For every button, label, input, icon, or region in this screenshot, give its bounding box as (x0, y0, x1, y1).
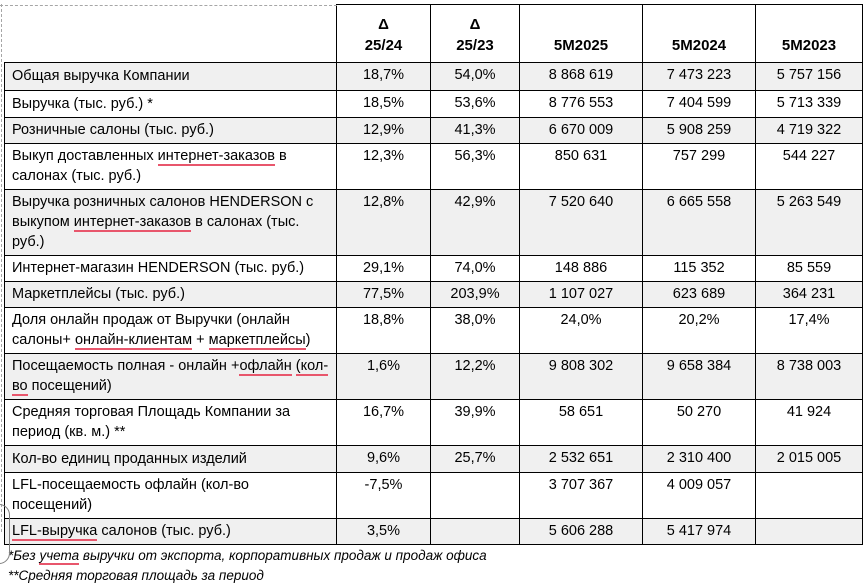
financial-metrics-table (4, 4, 863, 545)
table-row (5, 354, 863, 400)
footnote-average-retail-space (8, 567, 865, 585)
table-row (5, 519, 863, 545)
cell-value[interactable]: 5 417 974 (643, 519, 756, 545)
cell-value[interactable] (431, 473, 520, 519)
table-row (5, 282, 863, 308)
cell-value[interactable]: 8 868 619 (520, 63, 643, 91)
cell-value[interactable]: 25,7% (431, 446, 520, 473)
misspelling-underline: интернет-заказов (73, 214, 192, 230)
misspelling-underline: интернет-заказов (157, 148, 275, 164)
text-part: в салонах (тыс. руб.) (12, 214, 300, 250)
row-label[interactable] (5, 282, 337, 308)
cell-value[interactable]: 2 532 651 (520, 446, 643, 473)
row-label[interactable] (5, 354, 337, 400)
cell-value[interactable]: 9,6% (337, 446, 431, 473)
header-line1: Δ (378, 15, 389, 33)
table-row (5, 400, 863, 446)
cell-value[interactable]: 3,5% (337, 519, 431, 545)
cell-value[interactable]: 1 107 027 (520, 282, 643, 308)
text-part: Выкуп доставленных (12, 148, 158, 164)
row-label[interactable] (5, 190, 337, 256)
row-label[interactable] (5, 256, 337, 282)
header-line1: Δ (469, 15, 481, 33)
page-break-dashed-line-left (1, 4, 2, 532)
table-row (5, 63, 863, 91)
col-header-delta-25-23[interactable] (431, 5, 520, 63)
cropped-oval-shape (0, 504, 10, 564)
cell-value[interactable]: 9 808 302 (520, 354, 643, 400)
cell-value[interactable]: 3 707 367 (520, 473, 643, 519)
cell-value[interactable]: 5 263 549 (756, 190, 863, 256)
cell-value[interactable]: 12,3% (337, 144, 431, 190)
footnotes (8, 547, 865, 585)
cell-value[interactable]: 5 713 339 (756, 91, 863, 118)
text-part: ) (305, 332, 311, 348)
text-part: Выручка розничных салонов HENDERSON с выкупом (12, 194, 314, 230)
cell-value[interactable]: -7,5% (337, 473, 431, 519)
cell-value[interactable]: 757 299 (643, 144, 756, 190)
cell-value[interactable]: 9 658 384 (643, 354, 756, 400)
row-label[interactable] (5, 144, 337, 190)
cell-value[interactable]: 58 651 (520, 400, 643, 446)
row-label[interactable] (5, 473, 337, 519)
text-part: Интернет-магазин HENDERSON (тыс. руб.) (12, 260, 305, 276)
text-part: посещений) (27, 378, 112, 394)
cell-value[interactable]: 364 231 (756, 282, 863, 308)
table-row (5, 144, 863, 190)
row-label[interactable] (5, 118, 337, 144)
cell-value[interactable]: 56,3% (431, 144, 520, 190)
cell-value[interactable] (756, 473, 863, 519)
row-label[interactable] (5, 446, 337, 473)
page-break-dashed-line-top (0, 5, 337, 6)
cell-value[interactable]: 20,2% (643, 308, 756, 354)
cell-value[interactable]: 41 924 (756, 400, 863, 446)
corner-empty-cell (5, 5, 337, 63)
row-label[interactable] (5, 400, 337, 446)
cell-value[interactable]: 8 776 553 (520, 91, 643, 118)
row-label[interactable] (5, 63, 337, 91)
row-label[interactable] (5, 519, 337, 545)
text-part: салонов (тыс. руб.) (97, 523, 231, 539)
cell-value[interactable]: 77,5% (337, 282, 431, 308)
cell-value[interactable]: 12,9% (337, 118, 431, 144)
table-row (5, 256, 863, 282)
cell-value[interactable]: 7 473 223 (643, 63, 756, 91)
cell-value[interactable]: 5 757 156 (756, 63, 863, 91)
cell-value[interactable]: 2 015 005 (756, 446, 863, 473)
header-line2: 5M2024 (671, 37, 727, 55)
cell-value[interactable]: 544 227 (756, 144, 863, 190)
col-header-delta-25-24[interactable] (337, 5, 431, 63)
row-label[interactable] (5, 91, 337, 118)
misspelling-underline: онлайн-клиентам (74, 332, 193, 348)
text-part: в салонах (тыс. руб.) (12, 148, 287, 184)
text-part: Средняя торговая Площадь Компании за период (кв. м.) ** (12, 404, 291, 440)
cell-value[interactable]: 12,8% (337, 190, 431, 256)
cell-value[interactable]: 53,6% (431, 91, 520, 118)
cell-value[interactable]: 39,9% (431, 400, 520, 446)
cell-value[interactable]: 4 009 057 (643, 473, 756, 519)
cell-value[interactable]: 38,0% (431, 308, 520, 354)
text-part: Маркетплейсы (тыс. руб.) (12, 286, 185, 302)
table-row (5, 446, 863, 473)
cell-value[interactable]: 7 404 599 (643, 91, 756, 118)
cell-value[interactable]: 41,3% (431, 118, 520, 144)
cell-value[interactable]: 18,7% (337, 63, 431, 91)
cell-value[interactable]: 6 665 558 (643, 190, 756, 256)
cell-value[interactable]: 115 352 (643, 256, 756, 282)
cell-value[interactable]: 8 738 003 (756, 354, 863, 400)
cell-value[interactable]: 17,4% (756, 308, 863, 354)
col-header-5m2024[interactable] (643, 5, 756, 63)
cell-value[interactable]: 203,9% (431, 282, 520, 308)
text-part: + (192, 332, 209, 348)
header-line2: 25/24 (364, 37, 403, 55)
cell-value[interactable]: 16,7% (337, 400, 431, 446)
cell-value[interactable]: 18,5% (337, 91, 431, 118)
text-part: Доля онлайн продаж от Выручки (онлайн салоны+ (12, 312, 290, 348)
text-part: Общая выручка Компании (12, 68, 190, 84)
text-part: выручки от экспорта, корпоративных продаж и продаж офиса (79, 548, 487, 563)
text-part: Розничные салоны (тыс. руб.) (12, 122, 214, 138)
table-row (5, 473, 863, 519)
cell-value[interactable]: 6 670 009 (520, 118, 643, 144)
cell-value[interactable] (431, 519, 520, 545)
cell-value[interactable]: 12,2% (431, 354, 520, 400)
cell-value[interactable]: 54,0% (431, 63, 520, 91)
text-part: LFL-посещаемость офлайн (кол-во посещений) (12, 477, 249, 513)
header-line2: 5M2025 (553, 37, 609, 55)
header-line2: 5M2023 (781, 37, 837, 55)
table-row (5, 190, 863, 256)
cell-value[interactable]: 50 270 (643, 400, 756, 446)
cell-value[interactable]: 148 886 (520, 256, 643, 282)
table-row (5, 91, 863, 118)
cell-value[interactable]: 7 520 640 (520, 190, 643, 256)
misspelling-underline: учета (39, 548, 80, 563)
cell-value[interactable]: 4 719 322 (756, 118, 863, 144)
cell-value[interactable]: 2 310 400 (643, 446, 756, 473)
footnote-revenue-exclusions (8, 547, 865, 565)
cell-value[interactable]: 1,6% (337, 354, 431, 400)
header-row (5, 5, 863, 63)
cell-value[interactable]: 850 631 (520, 144, 643, 190)
cell-value[interactable]: 85 559 (756, 256, 863, 282)
misspelling-underline: LFL-выручка (12, 523, 98, 539)
table-row (5, 308, 863, 354)
row-label[interactable] (5, 308, 337, 354)
misspelling-underline: маркетплейсы (208, 332, 306, 348)
cell-value[interactable]: 24,0% (520, 308, 643, 354)
cell-value[interactable]: 42,9% (431, 190, 520, 256)
misspelling-underline: (кол-во (12, 358, 329, 394)
cell-value[interactable]: 18,8% (337, 308, 431, 354)
text-part: Выручка (тыс. руб.) * (12, 95, 153, 112)
cell-value[interactable]: 74,0% (431, 256, 520, 282)
table-row (5, 118, 863, 144)
cell-value[interactable]: 5 908 259 (643, 118, 756, 144)
cell-value[interactable]: 623 689 (643, 282, 756, 308)
text-part: **Средняя торговая площадь за период (8, 567, 264, 583)
cell-value[interactable]: 5 606 288 (520, 519, 643, 545)
misspelling-underline: офлайн (239, 358, 292, 374)
text-part: Посещаемость полная - онлайн + (12, 358, 240, 374)
col-header-5m2023[interactable] (756, 5, 863, 63)
text-part: Кол-во единиц проданных изделий (12, 450, 247, 467)
header-line2: 25/23 (456, 37, 494, 55)
text-part: *Без (8, 548, 40, 563)
cell-value[interactable]: 29,1% (337, 256, 431, 282)
col-header-5m2025[interactable] (520, 5, 643, 63)
cell-value[interactable] (756, 519, 863, 545)
